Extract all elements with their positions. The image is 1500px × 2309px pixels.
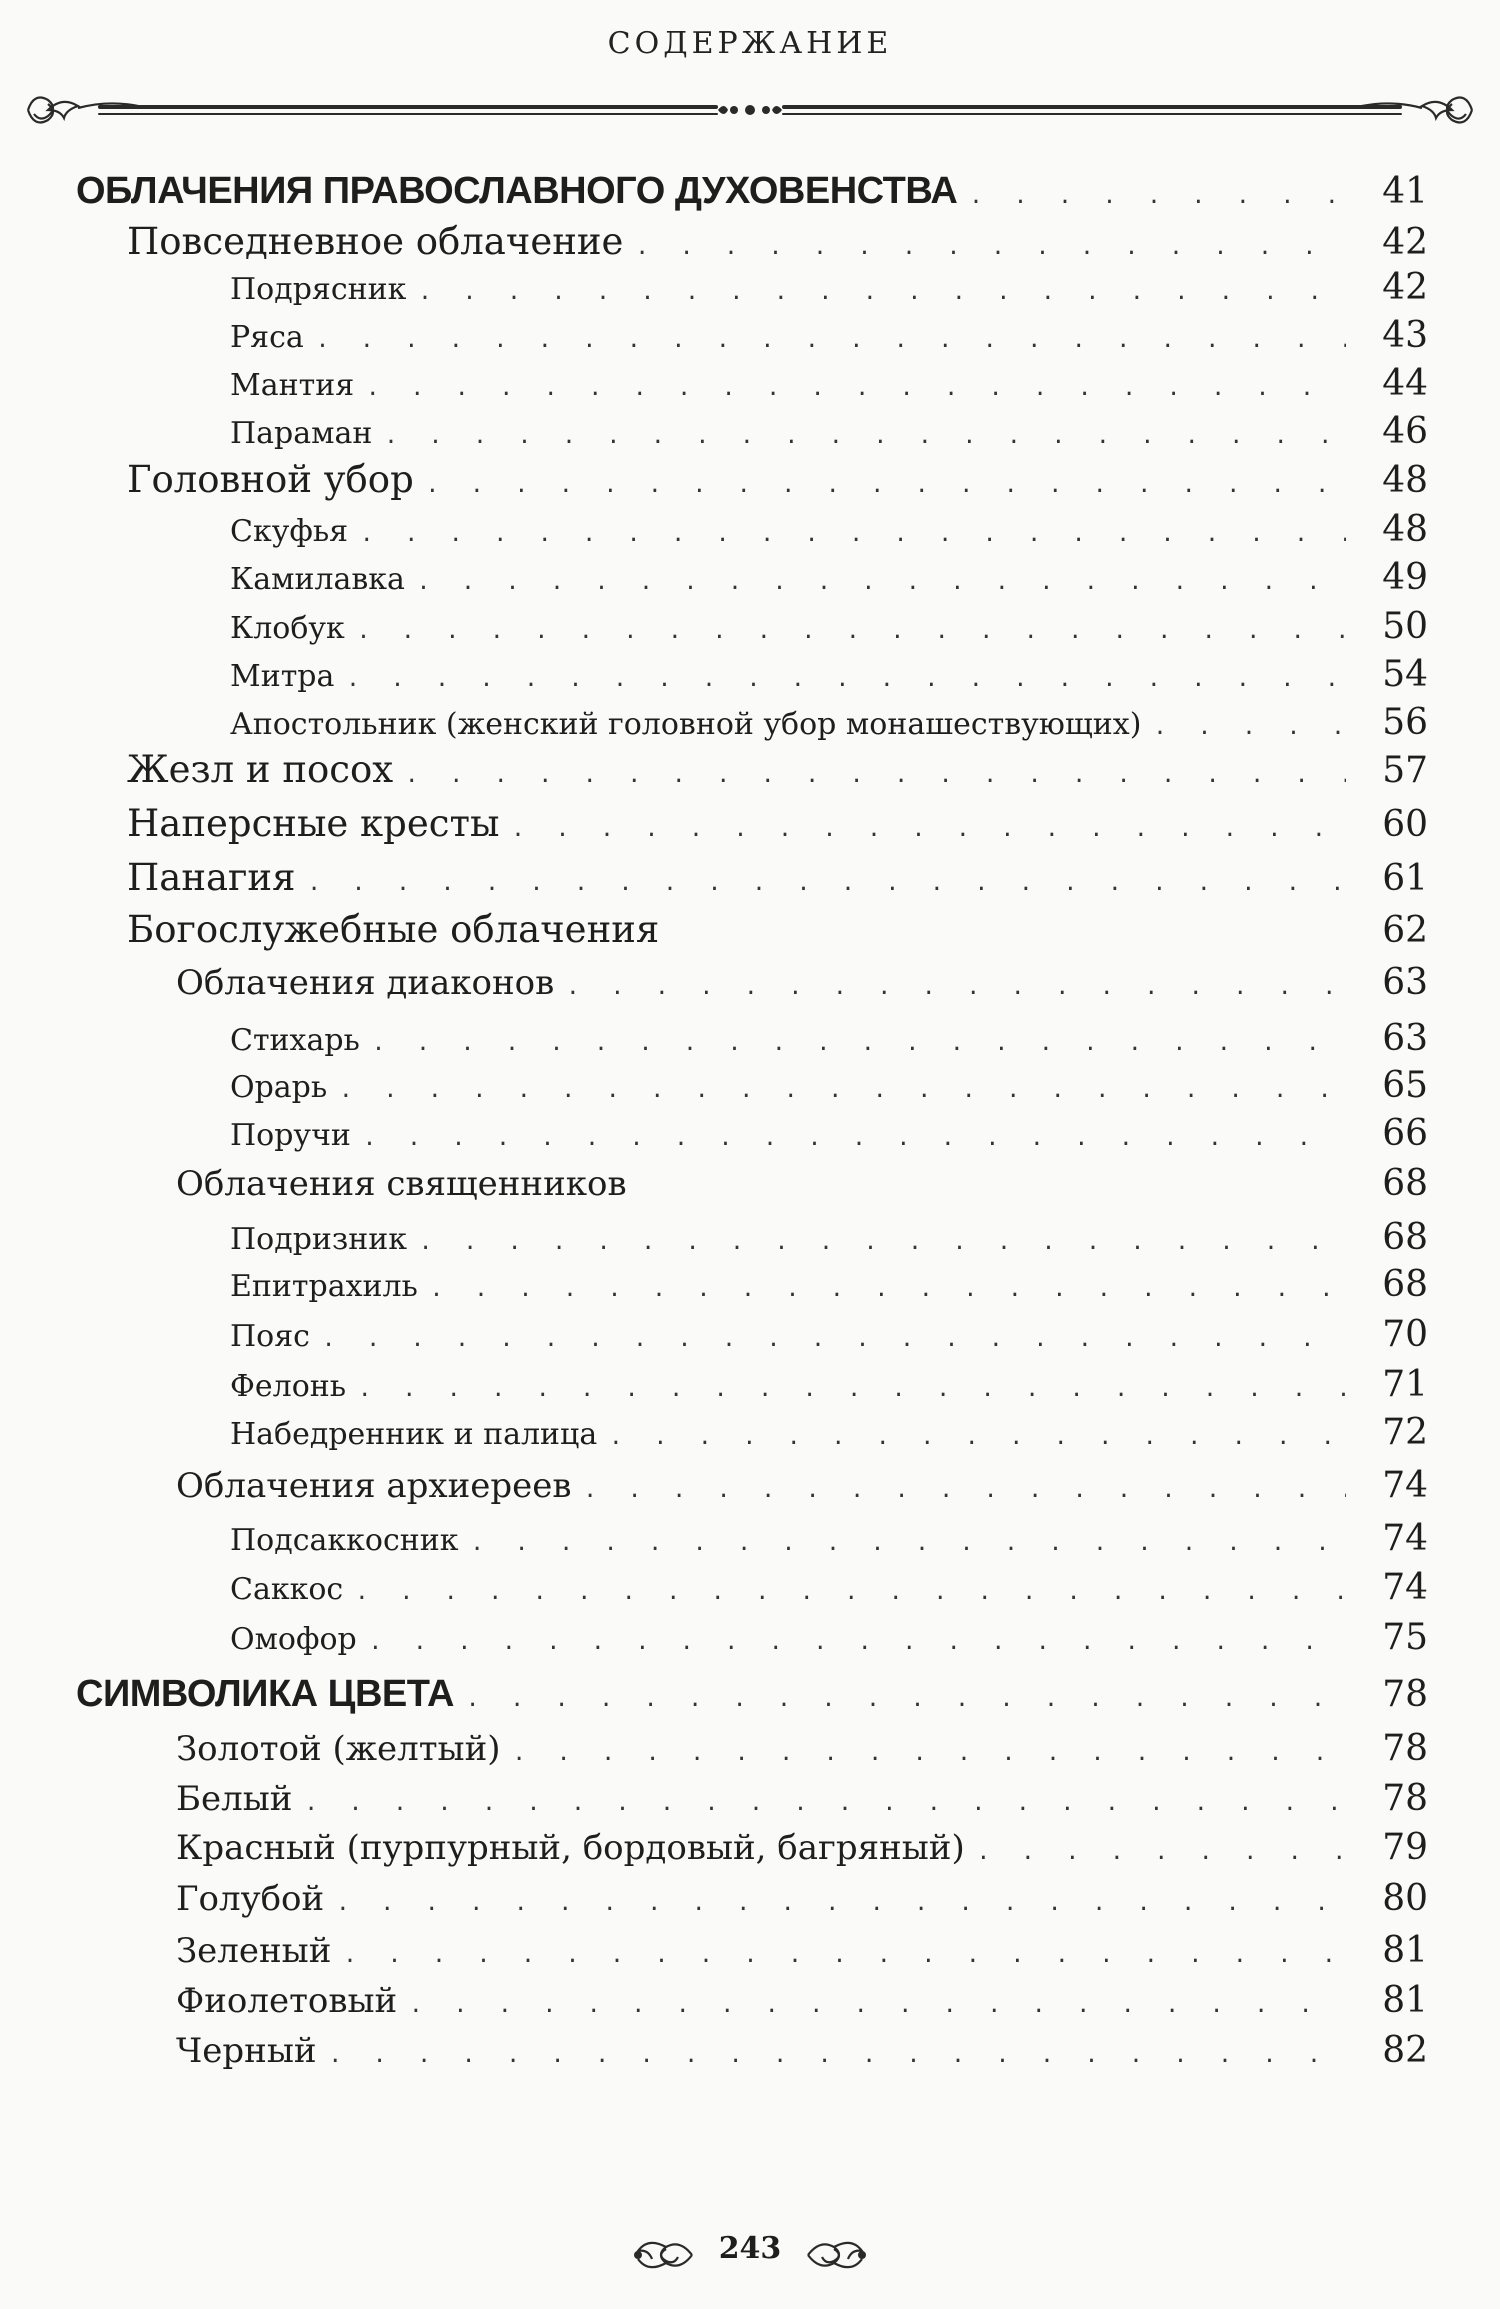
toc-dot-leader	[366, 376, 1346, 401]
toc-dot-leader	[339, 1078, 1346, 1103]
toc-entry-page: 79	[1382, 1827, 1428, 1868]
toc-dot-leader	[566, 975, 1346, 1000]
toc-entry-label: Поручи	[230, 1118, 351, 1153]
toc-entry[interactable]	[0, 962, 1500, 1003]
toc-entry[interactable]	[0, 1018, 1500, 1059]
toc-dot-leader	[355, 1580, 1346, 1605]
toc-entry-page: 66	[1382, 1113, 1428, 1154]
toc-entry-page: 65	[1382, 1065, 1428, 1106]
toc-dot-leader	[384, 424, 1346, 449]
toc-entry-label: Подсаккосник	[230, 1523, 459, 1558]
toc-entry-label: Саккос	[230, 1572, 344, 1607]
toc-entry-label: Облачения священников	[176, 1164, 627, 1204]
table-of-contents	[0, 170, 1500, 2160]
toc-entry[interactable]	[0, 1465, 1500, 1506]
toc-entry-page: 68	[1382, 1264, 1428, 1305]
toc-entry-label: Фелонь	[230, 1369, 347, 1404]
toc-entry-label: Ряса	[230, 320, 304, 355]
toc-entry-page: 78	[1382, 1728, 1428, 1769]
toc-entry-label: Апостольник (женский головной убор монашествующих)	[230, 707, 1142, 742]
toc-entry-label: Белый	[176, 1779, 293, 1819]
toc-entry-label: Орарь	[230, 1070, 328, 1105]
toc-entry-label: Пояс	[230, 1319, 310, 1354]
toc-entry-page: 81	[1382, 1930, 1428, 1971]
toc-entry[interactable]	[0, 1518, 1500, 1559]
toc-dot-leader	[511, 817, 1346, 842]
toc-entry[interactable]	[0, 908, 1500, 951]
toc-entry-label: Жезл и посох	[127, 748, 394, 791]
toc-dot-leader	[609, 1425, 1346, 1450]
toc-entry-page: 81	[1382, 1980, 1428, 2021]
running-header-title: СОДЕРЖАНИЕ	[607, 26, 893, 61]
toc-entry[interactable]	[0, 1778, 1500, 1819]
toc-entry-label: Зеленый	[176, 1931, 332, 1971]
toc-entry[interactable]	[0, 509, 1500, 550]
toc-entry-label: Скуфья	[230, 514, 349, 549]
toc-entry-page: 72	[1382, 1412, 1428, 1453]
toc-dot-leader	[329, 2043, 1346, 2068]
toc-entry[interactable]	[0, 1217, 1500, 1258]
toc-entry-page: 42	[1382, 267, 1428, 308]
toc-entry-page: 46	[1382, 411, 1428, 452]
toc-dot-leader	[346, 667, 1346, 692]
toc-entry-page: 71	[1382, 1364, 1428, 1405]
toc-dot-leader	[1153, 715, 1346, 740]
toc-entry[interactable]	[0, 1163, 1500, 1204]
toc-entry-page: 54	[1382, 654, 1428, 695]
toc-entry-label: Повседневное облачение	[127, 220, 624, 263]
toc-entry[interactable]	[0, 1878, 1500, 1919]
toc-dot-leader	[360, 522, 1346, 547]
toc-entry[interactable]	[0, 1980, 1500, 2021]
toc-entry-label: Параман	[230, 416, 373, 451]
toc-entry-page: 48	[1382, 509, 1428, 550]
toc-entry-label: Митра	[230, 659, 335, 694]
toc-entry[interactable]	[0, 606, 1500, 647]
toc-entry-page: 74	[1382, 1518, 1428, 1559]
toc-dot-leader	[343, 1943, 1346, 1968]
toc-entry-page: 62	[1382, 910, 1428, 951]
toc-entry-page: 63	[1382, 1018, 1428, 1059]
toc-entry-label: ОБЛАЧЕНИЯ ПРАВОСЛАВНОГО ДУХОВЕНСТВА	[76, 170, 958, 212]
toc-entry-label: Фиолетовый	[176, 1981, 398, 2021]
toc-entry-page: 50	[1382, 606, 1428, 647]
toc-entry-page: 41	[1382, 171, 1428, 212]
toc-entry-label: Мантия	[230, 368, 355, 403]
toc-entry-page: 68	[1382, 1217, 1428, 1258]
toc-entry-page: 74	[1382, 1465, 1428, 1506]
toc-entry-page: 48	[1382, 460, 1428, 501]
toc-entry-label: Наперсные кресты	[127, 802, 500, 845]
toc-entry-label: Золотой (желтый)	[176, 1729, 501, 1769]
toc-entry-page: 68	[1382, 1163, 1428, 1204]
toc-dot-leader	[336, 1891, 1346, 1916]
toc-entry[interactable]	[0, 1264, 1500, 1305]
toc-dot-leader	[430, 1277, 1346, 1302]
toc-entry-page: 42	[1382, 222, 1428, 263]
toc-dot-leader	[417, 570, 1346, 595]
toc-entry-label: Богослужебные облачения	[127, 908, 660, 951]
toc-entry-page: 78	[1382, 1674, 1428, 1715]
toc-entry-label: Черный	[176, 2031, 317, 2071]
toc-entry-label: Омофор	[230, 1622, 357, 1657]
toc-entry-label: Голубой	[176, 1879, 325, 1919]
toc-entry-label: Стихарь	[230, 1023, 360, 1058]
toc-entry[interactable]	[0, 170, 1500, 213]
toc-entry[interactable]	[0, 748, 1500, 791]
toc-dot-leader	[316, 328, 1346, 353]
toc-entry[interactable]	[0, 1364, 1500, 1405]
toc-dot-leader	[513, 1741, 1346, 1766]
toc-entry[interactable]	[0, 1113, 1500, 1154]
toc-dot-leader	[322, 1327, 1346, 1352]
page-footer	[0, 2225, 1500, 2285]
toc-entry[interactable]	[0, 2030, 1500, 2071]
toc-entry-label: Епитрахиль	[230, 1269, 418, 1304]
toc-entry-page: 44	[1382, 363, 1428, 404]
toc-entry-page: 49	[1382, 557, 1428, 598]
toc-entry-label: Красный (пурпурный, бордовый, багряный)	[176, 1828, 965, 1868]
toc-entry[interactable]	[0, 267, 1500, 308]
toc-entry-label: Камилавка	[230, 562, 405, 597]
toc-dot-leader	[418, 280, 1346, 305]
toc-entry-page: 82	[1382, 2030, 1428, 2071]
toc-entry[interactable]	[0, 458, 1500, 501]
toc-entry[interactable]	[0, 363, 1500, 404]
toc-dot-leader	[635, 235, 1346, 260]
toc-entry-page: 43	[1382, 315, 1428, 356]
toc-dot-leader	[466, 1687, 1346, 1712]
toc-dot-leader	[372, 1031, 1346, 1056]
toc-entry-page: 75	[1382, 1617, 1428, 1658]
toc-entry-label: Панагия	[127, 856, 296, 899]
page-number: 243	[718, 2231, 782, 2266]
toc-dot-leader	[357, 619, 1346, 644]
toc-entry[interactable]	[0, 1065, 1500, 1106]
toc-dot-leader	[969, 184, 1346, 209]
toc-dot-leader	[584, 1478, 1346, 1503]
toc-entry[interactable]	[0, 1728, 1500, 1769]
toc-dot-leader	[307, 871, 1346, 896]
toc-entry-label: Облачения диаконов	[176, 963, 555, 1003]
toc-dot-leader	[358, 1377, 1346, 1402]
toc-entry-page: 63	[1382, 962, 1428, 1003]
toc-entry-page: 80	[1382, 1878, 1428, 1919]
flourish-divider-icon	[18, 78, 1482, 142]
toc-entry-page: 56	[1382, 702, 1428, 743]
toc-entry[interactable]	[0, 702, 1500, 743]
toc-entry-label: СИМВОЛИКА ЦВЕТА	[76, 1673, 454, 1715]
toc-entry[interactable]	[0, 315, 1500, 356]
toc-entry[interactable]	[0, 557, 1500, 598]
toc-entry-label: Головной убор	[127, 458, 414, 501]
toc-dot-leader	[426, 473, 1346, 498]
toc-entry[interactable]	[0, 1412, 1500, 1453]
toc-entry[interactable]	[0, 856, 1500, 899]
toc-entry-label: Подрясник	[230, 272, 407, 307]
toc-dot-leader	[471, 1531, 1347, 1556]
toc-entry[interactable]	[0, 1314, 1500, 1355]
toc-dot-leader	[977, 1840, 1346, 1865]
toc-entry[interactable]	[0, 1617, 1500, 1658]
toc-entry-label: Клобук	[230, 611, 345, 646]
toc-entry[interactable]	[0, 1930, 1500, 1971]
toc-dot-leader	[419, 1230, 1346, 1255]
toc-dot-leader	[369, 1630, 1346, 1655]
toc-entry[interactable]	[0, 220, 1500, 263]
toc-dot-leader	[304, 1791, 1346, 1816]
footer-ornament-right-icon	[800, 2225, 870, 2285]
toc-entry-label: Облачения архиереев	[176, 1466, 572, 1506]
toc-entry[interactable]	[0, 411, 1500, 452]
toc-entry-page: 70	[1382, 1314, 1428, 1355]
toc-entry-page: 78	[1382, 1778, 1428, 1819]
toc-entry[interactable]	[0, 1673, 1500, 1716]
toc-entry[interactable]	[0, 654, 1500, 695]
toc-entry-label: Набедренник и палица	[230, 1417, 598, 1452]
toc-dot-leader	[405, 763, 1346, 788]
toc-dot-leader	[409, 1993, 1346, 2018]
toc-entry[interactable]	[0, 1827, 1500, 1868]
toc-entry-page: 60	[1382, 804, 1428, 845]
toc-entry-label: Подризник	[230, 1222, 407, 1257]
toc-entry[interactable]	[0, 802, 1500, 845]
toc-entry-page: 74	[1382, 1567, 1428, 1608]
toc-dot-leader	[363, 1126, 1346, 1151]
toc-entry[interactable]	[0, 1567, 1500, 1608]
toc-entry-page: 61	[1382, 858, 1428, 899]
toc-entry-page: 57	[1382, 750, 1428, 791]
